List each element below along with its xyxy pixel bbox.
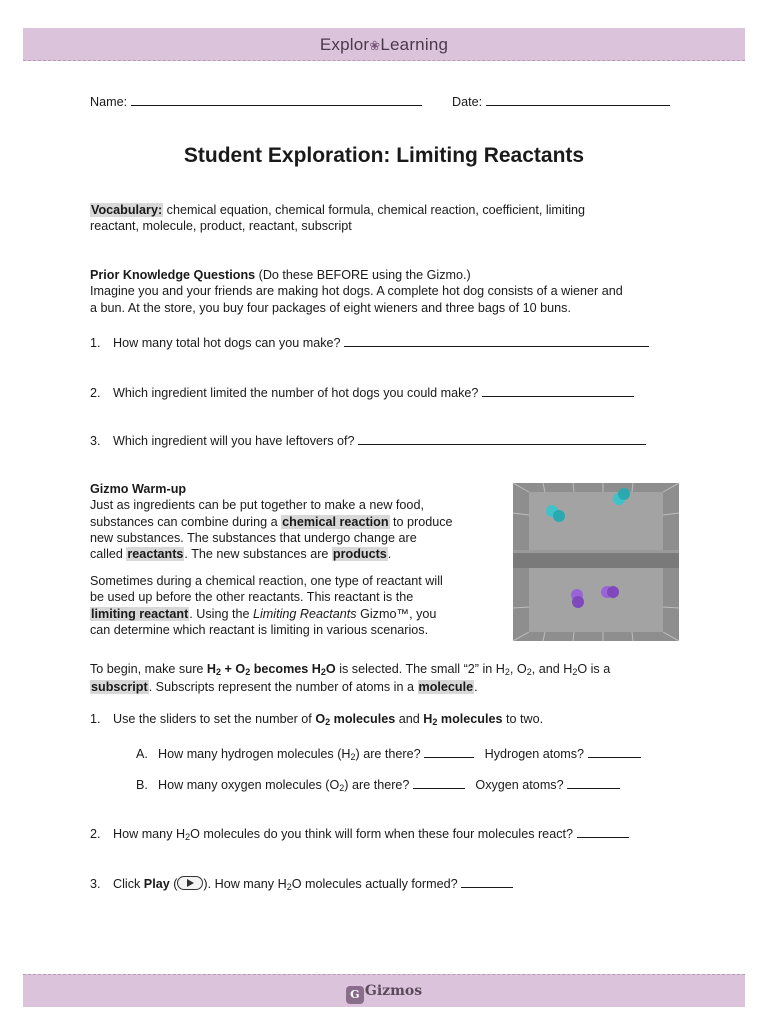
warmup-text: can determine which reactant is limiting in various scenarios. — [90, 622, 429, 637]
warmup-text: new substances. The substances that undergo change are — [90, 531, 417, 546]
subscript: 2 — [350, 752, 356, 762]
subscript: 2 — [286, 882, 292, 892]
warmup-text: be used up before the other reactants. This reactant is the — [90, 590, 414, 605]
equation-label — [207, 662, 336, 676]
question-text: O molecules do you think will form when these four molecules react? — [190, 827, 573, 841]
question-text: How many oxygen molecules (O — [158, 778, 340, 792]
gizmo-screenshot — [513, 483, 679, 641]
warmup-text: . The new substances are — [184, 547, 332, 562]
sub-question-label: B. — [136, 778, 148, 792]
prior-knowledge-text-line2: a bun. At the store, you buy four packages of eight wieners and three bags of 10 buns. — [90, 300, 571, 315]
question-text: Hydrogen atoms? — [484, 747, 585, 761]
subscript: 2 — [526, 667, 532, 677]
term-products: products — [332, 547, 387, 562]
instructions-text: , O — [509, 662, 527, 676]
warmup-question-1a — [136, 745, 641, 764]
question-text: How many H — [113, 827, 186, 841]
question-number: 3. — [90, 877, 101, 891]
question-number: 2. — [90, 827, 101, 841]
warmup-text: . Using the — [189, 606, 253, 621]
vocabulary-section — [90, 202, 690, 235]
prior-question-2 — [90, 384, 634, 401]
question-text: Which ingredient limited the number of hot dogs you could make? — [113, 386, 479, 400]
question-text: How many total hot dogs can you make? — [113, 336, 341, 350]
warmup-question-2 — [90, 825, 629, 844]
warmup-heading: Gizmo Warm-up — [90, 482, 187, 496]
prior-question-3 — [90, 432, 646, 449]
gizmos-badge-icon: G — [346, 986, 364, 1004]
question-text: O molecules actually formed? — [291, 877, 458, 891]
question-bold: molecules — [437, 712, 503, 726]
reaction-chamber-image — [513, 483, 679, 641]
date-label: Date: — [452, 95, 483, 109]
play-label: Play — [143, 877, 170, 891]
warmup-text: called — [90, 547, 127, 562]
question-number: 1. — [90, 712, 101, 726]
warmup-question-3 — [90, 875, 513, 894]
question-text: Oxygen atoms? — [475, 778, 564, 792]
answer-blank[interactable] — [358, 432, 646, 445]
warmup-text: Just as ingredients can be put together to make a new food, — [90, 498, 424, 513]
oxygen-molecule — [601, 586, 619, 598]
oxygen-molecule — [571, 589, 584, 608]
equation-part: O — [325, 662, 336, 676]
term-subscript: subscript — [91, 679, 148, 694]
gizmo-name: Limiting Reactants — [252, 606, 357, 621]
vocabulary-terms-line1: chemical equation, chemical formula, chemical reaction, coefficient, limiting — [163, 203, 586, 217]
actual-water-blank[interactable] — [461, 875, 513, 888]
prior-knowledge-note: (Do these BEFORE using the Gizmo.) — [255, 268, 471, 282]
prior-question-1 — [90, 334, 649, 351]
play-icon[interactable] — [177, 876, 203, 890]
page-title: Student Exploration: Limiting Reactants — [183, 144, 585, 167]
oxygen-atoms-blank[interactable] — [567, 776, 620, 789]
gizmos-logo-text: Gizmos — [364, 983, 423, 999]
subscript: 2 — [504, 667, 510, 677]
instructions-text: , and H — [531, 662, 573, 676]
name-field[interactable] — [90, 93, 422, 110]
subscript: 2 — [325, 717, 331, 727]
answer-blank[interactable] — [344, 334, 649, 347]
instructions-text: . — [474, 679, 478, 694]
warmup-question-1 — [90, 711, 543, 729]
prior-knowledge-heading: Prior Knowledge Questions — [90, 268, 256, 282]
header-band — [23, 28, 745, 61]
term-molecule: molecule — [418, 679, 474, 694]
instructions-paragraph — [90, 661, 690, 695]
instructions-text: is selected. The small “2” in H — [335, 662, 505, 676]
logo-text-explor: Explor — [319, 35, 370, 54]
logo-text-learning: Learning — [380, 35, 449, 54]
equation-part: + O — [221, 662, 246, 676]
hydrogen-atoms-blank[interactable] — [588, 745, 641, 758]
question-text: Use the sliders to set the number of — [113, 712, 316, 726]
answer-blank[interactable] — [482, 384, 634, 397]
leaf-icon: ❀ — [369, 38, 381, 53]
warmup-question-1b — [136, 776, 620, 795]
sub-question-label: A. — [136, 747, 148, 761]
question-text: ( — [169, 877, 178, 891]
question-number: 3. — [90, 434, 101, 448]
warmup-text: to produce — [389, 514, 453, 529]
question-text: Click — [113, 877, 144, 891]
question-text: Which ingredient will you have leftovers of? — [113, 434, 355, 448]
question-number: 2. — [90, 386, 101, 400]
subscript: 2 — [185, 832, 191, 842]
question-bold: O — [315, 712, 326, 726]
name-blank[interactable] — [131, 93, 422, 106]
gizmos-logo — [23, 982, 745, 1004]
warmup-section — [90, 481, 500, 638]
question-text: ) are there? — [344, 778, 410, 792]
subscript: 2 — [572, 667, 578, 677]
hydrogen-molecules-blank[interactable] — [424, 745, 474, 758]
explorelearning-logo — [23, 34, 745, 56]
footer-band — [23, 974, 745, 1007]
term-limiting-reactant: limiting reactant — [91, 606, 189, 621]
warmup-text: Gizmo™, you — [356, 606, 437, 621]
question-bold: H — [423, 712, 433, 726]
vocabulary-label: Vocabulary: — [91, 203, 163, 217]
vocabulary-terms-line2: reactant, molecule, product, reactant, subscript — [90, 219, 352, 234]
oxygen-molecules-blank[interactable] — [413, 776, 465, 789]
question-text: and — [395, 712, 424, 726]
question-text: ). How many H — [203, 877, 287, 891]
date-blank[interactable] — [486, 93, 670, 106]
question-text: to two. — [502, 712, 544, 726]
subscript: 2 — [320, 667, 326, 677]
instructions-text: To begin, make sure — [90, 662, 207, 676]
date-field[interactable] — [452, 93, 670, 110]
prior-knowledge-section — [90, 267, 690, 316]
term-reactants: reactants — [127, 547, 184, 562]
predicted-water-blank[interactable] — [577, 825, 629, 838]
instructions-text: . Subscripts represent the number of atoms in a — [148, 679, 418, 694]
question-bold: molecules — [330, 712, 396, 726]
prior-knowledge-text-line1: Imagine you and your friends are making hot dogs. A complete hot dog consists of a wiener and — [90, 284, 623, 299]
warmup-text: substances can combine during a — [90, 514, 282, 529]
instructions-text: O is a — [577, 662, 611, 676]
subscript: 2 — [245, 667, 251, 677]
equation-part: H — [206, 662, 217, 676]
warmup-text: . — [387, 547, 392, 562]
question-text: How many hydrogen molecules (H — [158, 747, 351, 761]
subscript: 2 — [216, 667, 222, 677]
name-label: Name: — [90, 95, 128, 109]
subscript: 2 — [432, 717, 438, 727]
question-number: 1. — [90, 336, 101, 350]
term-chemical-reaction: chemical reaction — [282, 514, 389, 529]
subscript: 2 — [339, 783, 345, 793]
equation-part: becomes H — [250, 662, 321, 676]
question-text: ) are there? — [355, 747, 421, 761]
warmup-text: Sometimes during a chemical reaction, one type of reactant will — [90, 573, 443, 588]
